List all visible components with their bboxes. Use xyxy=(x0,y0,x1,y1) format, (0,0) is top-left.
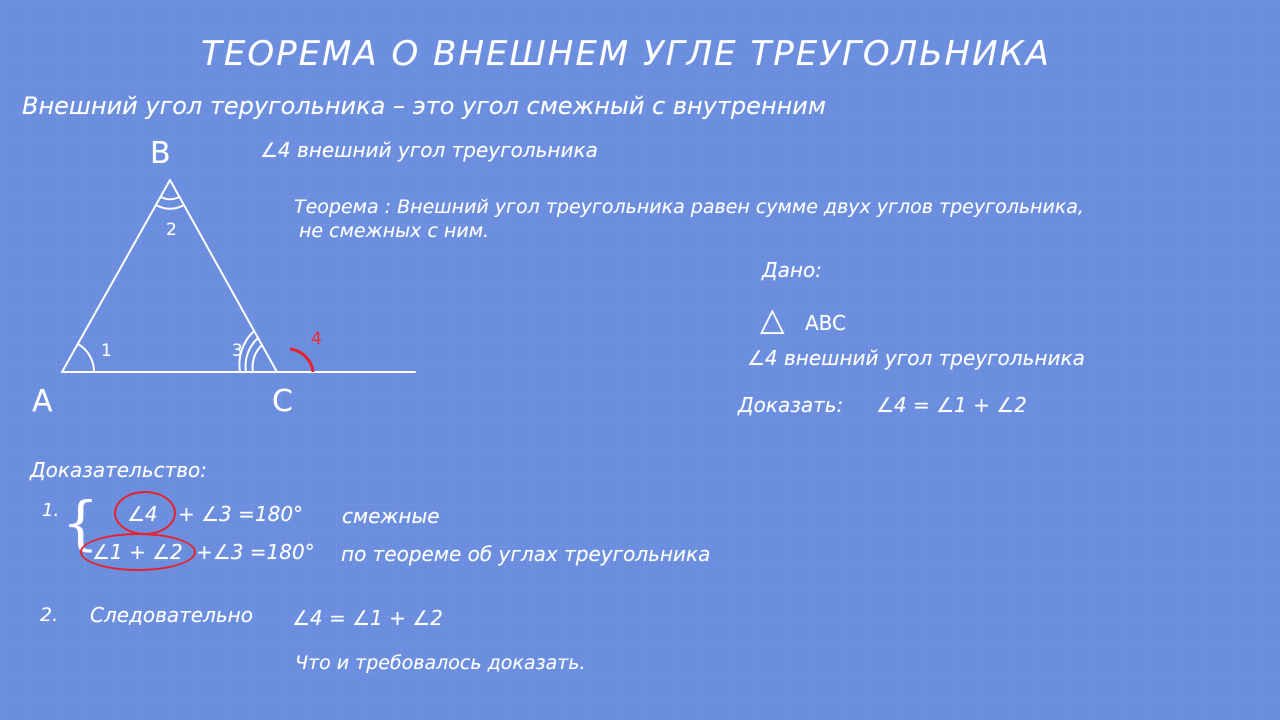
step-2-word: Следовательно xyxy=(90,603,253,627)
step-1-row-2-reason: по теореме об углах треугольника xyxy=(341,542,711,566)
angle-1-arc xyxy=(78,344,94,372)
prove-label: Доказать: xyxy=(738,393,844,417)
proof-heading: Доказательство: xyxy=(30,458,208,482)
angle-3-label: 3 xyxy=(232,341,243,361)
given-angle-4: ∠4 внешний угол треугольника xyxy=(747,346,1085,370)
step-1-row-2-circled: ∠1 + ∠2 xyxy=(92,540,183,564)
step-1-row-1-equation: + ∠3 =180° xyxy=(178,502,304,526)
angle-4-arc xyxy=(290,349,313,372)
angle-2-arc-outer xyxy=(156,205,184,209)
page-title: ТЕОРЕМА О ВНЕШНЕМ УГЛЕ ТРЕУГОЛЬНИКА xyxy=(201,34,1051,74)
vertex-c-label: C xyxy=(272,384,293,419)
step-1-number: 1. xyxy=(42,500,60,521)
theorem-line-2: не смежных с ним. xyxy=(299,220,490,242)
angle-2-arc-inner xyxy=(161,197,179,199)
vertex-b-label: B xyxy=(150,136,171,171)
qed-text: Что и требовалось доказать. xyxy=(295,652,586,674)
given-heading: Дано: xyxy=(762,258,822,282)
angle-3-arc-1 xyxy=(253,345,262,372)
vertex-a-label: A xyxy=(32,384,53,419)
step-1-brace: { xyxy=(62,489,99,557)
angle-1-label: 1 xyxy=(101,341,112,361)
angle-4-label: 4 xyxy=(311,329,322,349)
step-1-row-1-circled: ∠4 xyxy=(127,502,158,526)
step-2-number: 2. xyxy=(40,604,59,626)
given-triangle-name: ABC xyxy=(805,311,847,335)
triangle-icon: △ xyxy=(760,300,785,338)
step-1-row-1-reason: смежные xyxy=(342,504,440,528)
angle-2-label: 2 xyxy=(166,220,177,240)
step-2-statement: ∠4 = ∠1 + ∠2 xyxy=(292,606,443,630)
exterior-angle-definition: Внешний угол теругольника – это угол смежный с внутренним xyxy=(22,92,826,120)
step-1-row-2-equation: +∠3 =180° xyxy=(196,540,315,564)
angle-4-note: ∠4 внешний угол треугольника xyxy=(260,138,598,162)
prove-statement: ∠4 = ∠1 + ∠2 xyxy=(876,393,1027,417)
theorem-line-1: Теорема : Внешний угол треугольника равен сумме двух углов треугольника, xyxy=(294,196,1084,218)
side-bc xyxy=(170,180,277,372)
